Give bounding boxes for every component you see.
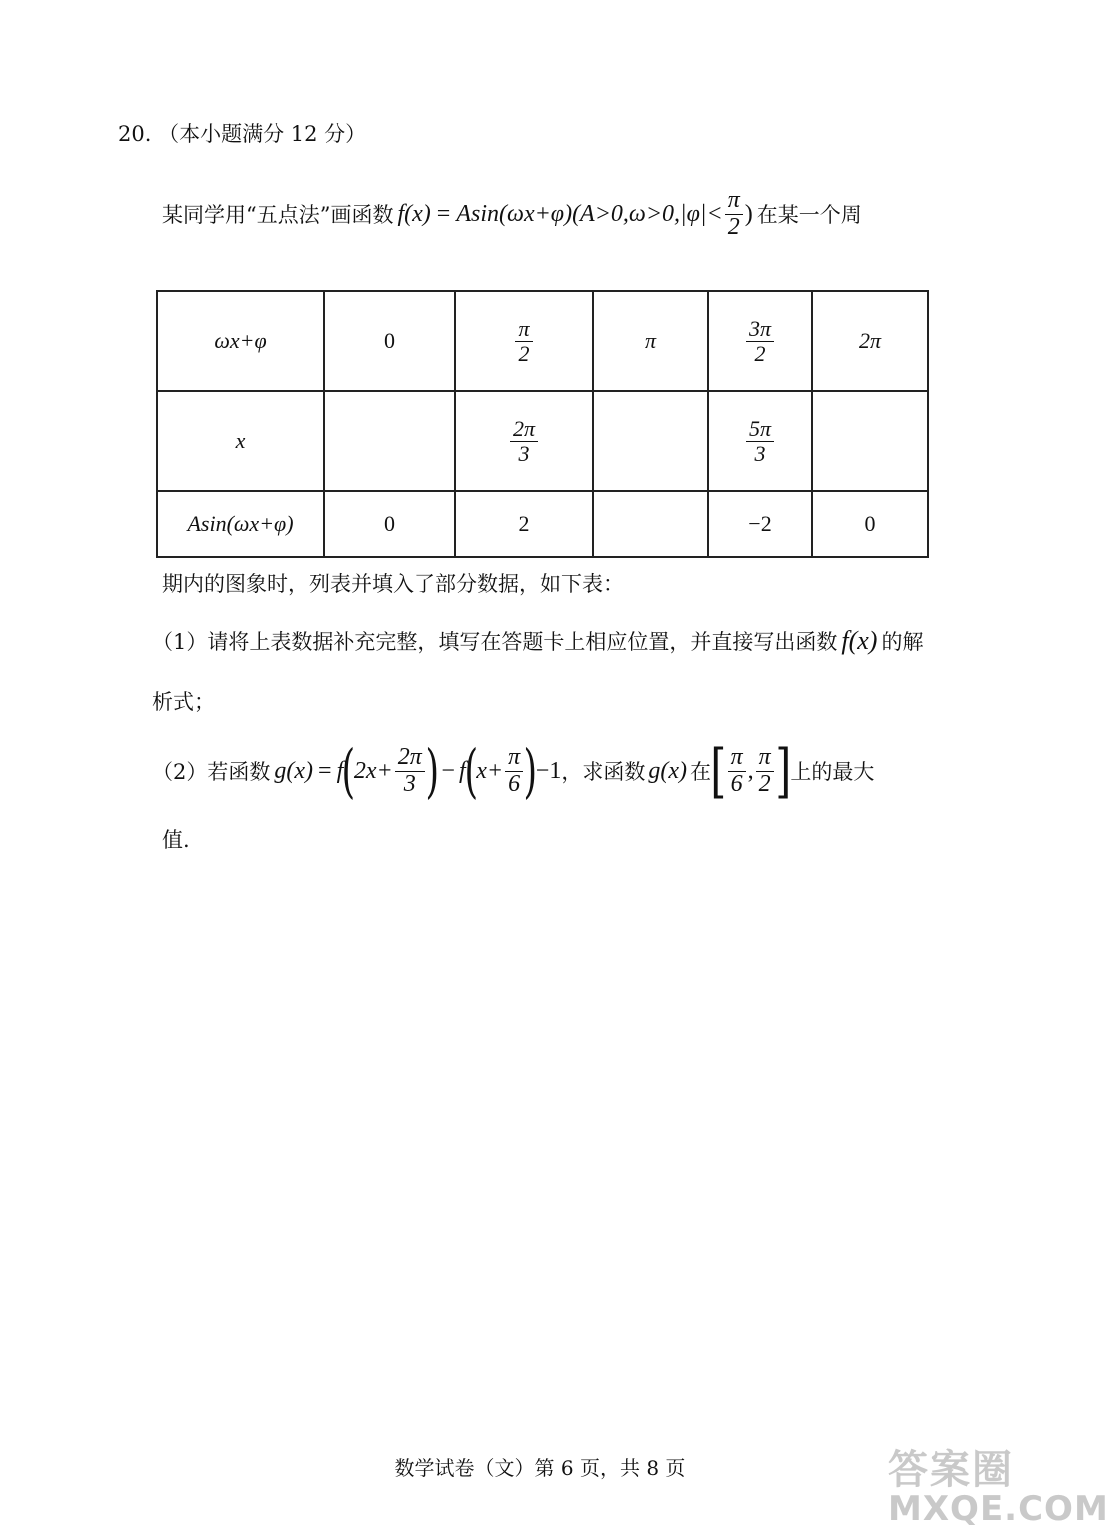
frac-denominator: 3 [754, 440, 766, 466]
frac-denominator: 3 [518, 440, 530, 466]
f-rhs: Asin(ωx+φ)(A>0,ω>0,|φ|< [456, 200, 723, 227]
part1-text-b: 的解 [881, 630, 924, 654]
table-cell: π [593, 291, 708, 391]
left-paren: ( [464, 737, 478, 805]
part2-in: 在 [689, 760, 711, 784]
part1-text-a: （1）请将上表数据补充完整，填写在答题卡上相应位置，并直接写出函数 [152, 630, 838, 654]
table-cell: 0 [324, 491, 455, 557]
row-label-phase: ωx+φ [157, 291, 324, 391]
part2-g: g(x) [274, 757, 314, 784]
table-cell [455, 391, 593, 491]
part2-g2: g(x) [648, 757, 687, 784]
frac-numerator: 5π [746, 417, 774, 441]
table-cell [812, 391, 928, 491]
after-table-text: 期内的图象时，列表并填入了部分数据，如下表： [162, 572, 624, 596]
frac-numerator: 2π [510, 417, 538, 441]
f-close: ) [744, 200, 753, 227]
interval-start-fraction [728, 745, 746, 796]
table-cell [593, 391, 708, 491]
frac-numerator: π [728, 745, 746, 771]
page-footer: 数学试卷（文）第 6 页，共 8 页 [394, 1456, 686, 1480]
interval-comma: , [747, 757, 754, 784]
part1-continuation: 析式； [152, 690, 215, 714]
frac-numerator: π [515, 317, 532, 341]
left-bracket: [ [710, 737, 727, 805]
f-lhs: f(x) [397, 200, 431, 227]
table-cell [708, 291, 812, 391]
table-cell: 2 [455, 491, 593, 557]
frac-denominator: 3 [403, 770, 416, 797]
row-label-value: Asin(ωx+φ) [157, 491, 324, 557]
table-row [157, 291, 928, 391]
part2-suffix: 上的最大 [790, 760, 875, 784]
table-cell [324, 391, 455, 491]
frac-numerator: 2π [395, 745, 425, 771]
table-cell [455, 291, 593, 391]
table-cell: −2 [708, 491, 812, 557]
part2-arg2-fraction [505, 745, 523, 796]
part2-mid: ，求函数 [561, 760, 646, 784]
part2-tail: −1 [535, 757, 562, 784]
interval-end-fraction [756, 745, 774, 796]
table-cell: 0 [812, 491, 928, 557]
frac-denominator: 6 [730, 770, 743, 797]
question-header [118, 118, 366, 148]
table-row [157, 391, 928, 491]
frac-denominator: 6 [508, 770, 521, 797]
intro-prefix: 某同学用“五点法”画函数 [162, 203, 394, 227]
f-phi-bound-fraction [725, 188, 743, 239]
right-bracket: ] [775, 737, 791, 805]
table-cell: 2π [812, 291, 928, 391]
part2-f1: f [336, 757, 344, 784]
right-paren: ) [523, 737, 538, 805]
part2-f2: f [458, 757, 466, 784]
watermark-line1: 答案圈 [888, 1447, 1014, 1493]
table-cell [708, 391, 812, 491]
frac-numerator: 3π [746, 317, 774, 341]
question-number: 20. [118, 122, 152, 146]
frac-numerator: π [756, 745, 774, 771]
part2-arg1-fraction [395, 745, 425, 796]
table-row [157, 491, 928, 557]
table-cell: 0 [324, 291, 455, 391]
question-points: （本小题满分 12 分） [158, 122, 367, 146]
question-intro [162, 188, 862, 240]
part1-line [152, 620, 923, 662]
part2-arg1: 2x+ [353, 757, 393, 784]
watermark-logo [888, 1438, 1109, 1529]
f-eq: = [436, 200, 451, 227]
row-label-x: x [157, 391, 324, 491]
part2-minus: − [441, 757, 455, 784]
intro-suffix: 在某一个周 [756, 203, 862, 227]
left-paren: ( [341, 737, 356, 805]
watermark-line2: MXQE.COM [888, 1489, 1109, 1529]
part2-arg2: x+ [476, 757, 504, 784]
five-point-table [156, 290, 929, 558]
part2-prefix: （2）若函数 [152, 760, 271, 784]
right-paren: ) [425, 737, 439, 805]
frac-numerator: π [725, 188, 743, 214]
part2-eq: = [318, 757, 332, 784]
table-cell [593, 491, 708, 557]
frac-denominator: 2 [518, 340, 530, 366]
frac-denominator: 2 [727, 213, 740, 240]
frac-numerator: π [505, 745, 523, 771]
frac-denominator: 2 [758, 770, 771, 797]
part2-continuation: 值. [162, 828, 190, 852]
part1-fx: f(x) [841, 626, 878, 655]
frac-denominator: 2 [754, 340, 766, 366]
part2-line [152, 735, 874, 807]
